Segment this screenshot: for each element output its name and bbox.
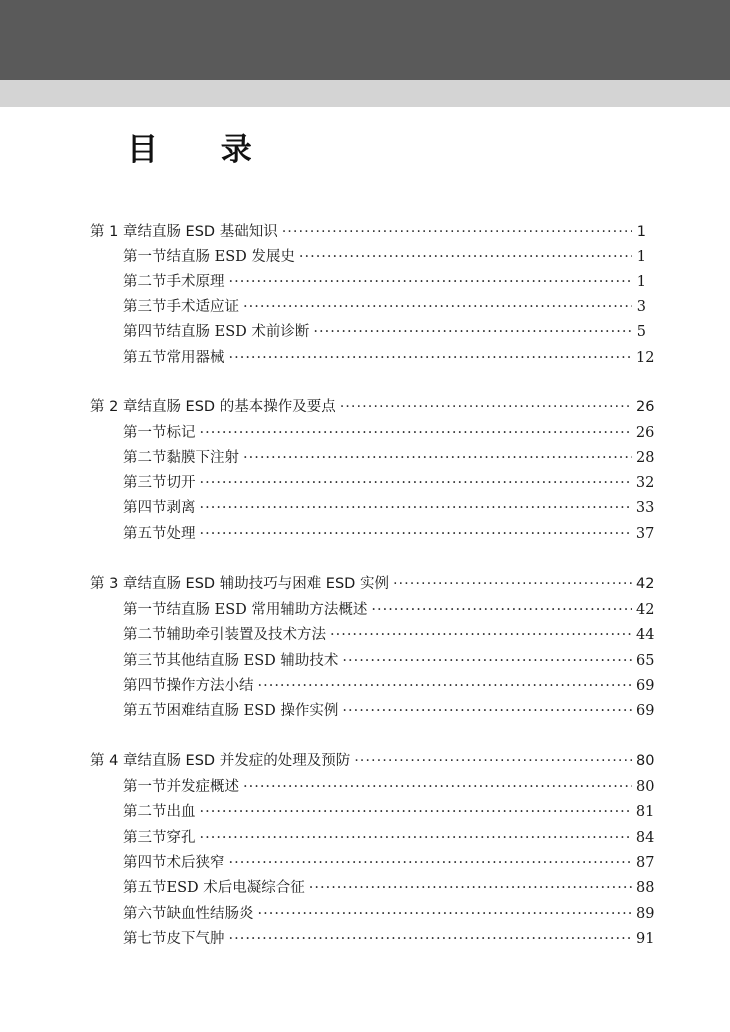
section-number: 第三节 <box>123 475 167 491</box>
section-title: 手术原理 <box>166 274 225 290</box>
header-dark-band <box>0 0 730 80</box>
section-number: 第三节 <box>123 299 167 315</box>
dot-leader <box>200 422 632 444</box>
dot-leader <box>371 599 632 621</box>
page-number: 3 <box>636 299 646 315</box>
chapter-number: 第 1 章 <box>90 224 138 240</box>
toc-section-row[interactable] <box>0 776 730 798</box>
chapter-number: 第 3 章 <box>90 576 138 592</box>
section-number: 第一节 <box>123 602 167 618</box>
toc-section-row[interactable] <box>0 271 730 293</box>
section-number: 第二节 <box>123 804 167 820</box>
chapter-title: 结直肠 ESD 辅助技巧与困难 ESD 实例 <box>137 576 389 592</box>
section-number: 第二节 <box>123 274 167 290</box>
toc-section-row[interactable] <box>0 497 730 519</box>
toc-section-row[interactable] <box>0 347 730 369</box>
page-number: 33 <box>635 500 655 516</box>
section-title: 术后狭窄 <box>166 855 225 871</box>
page-number: 80 <box>636 779 655 795</box>
section-title: 结直肠 ESD 常用辅助方法概述 <box>166 602 368 618</box>
dot-leader <box>200 801 632 823</box>
section-number: 第四节 <box>123 500 167 516</box>
dot-leader <box>342 650 632 672</box>
section-title: 结直肠 ESD 术前诊断 <box>166 324 310 340</box>
dot-leader <box>393 573 632 595</box>
dot-leader <box>309 877 632 899</box>
toc-chapter-row[interactable] <box>0 396 730 418</box>
page-number: 69 <box>636 703 655 719</box>
toc-section-row[interactable] <box>0 700 730 722</box>
section-title: 并发症概述 <box>166 779 239 795</box>
chapter-number: 第 2 章 <box>90 399 138 415</box>
dot-leader <box>200 523 632 545</box>
section-title: ESD 术后电凝综合征 <box>166 880 305 896</box>
dot-leader <box>258 903 633 925</box>
section-number: 第五节 <box>123 526 167 542</box>
toc-chapter-row[interactable] <box>0 573 730 595</box>
toc-section-row[interactable] <box>0 801 730 823</box>
dot-leader <box>282 221 632 243</box>
section-number: 第六节 <box>123 906 167 922</box>
section-number: 第五节 <box>123 350 167 366</box>
page-title: 目 录 <box>127 132 278 168</box>
page-number: 84 <box>635 830 655 846</box>
section-number: 第四节 <box>123 678 167 694</box>
section-number: 第五节 <box>123 703 167 719</box>
section-title: 常用器械 <box>166 350 225 366</box>
dot-leader <box>330 624 632 646</box>
chapter-number: 第 4 章 <box>90 753 138 769</box>
dot-leader <box>340 396 632 418</box>
dot-leader <box>342 700 632 722</box>
page-number: 32 <box>635 475 655 491</box>
section-number: 第四节 <box>123 324 167 340</box>
page-number: 88 <box>636 880 655 896</box>
section-title: 皮下气肿 <box>166 931 225 947</box>
dot-leader <box>243 447 632 469</box>
section-number: 第一节 <box>123 249 167 265</box>
section-number: 第七节 <box>123 931 167 947</box>
toc-section-row[interactable] <box>0 523 730 545</box>
page-number: 80 <box>636 753 655 769</box>
dot-leader <box>243 776 632 798</box>
toc-chapter-row[interactable] <box>0 221 730 243</box>
toc-section-row[interactable] <box>0 827 730 849</box>
page-number: 87 <box>636 855 655 871</box>
toc-section-row[interactable] <box>0 599 730 621</box>
dot-leader <box>229 347 633 369</box>
dot-leader <box>299 246 632 268</box>
toc-section-row[interactable] <box>0 852 730 874</box>
header-light-band <box>0 80 730 107</box>
section-number: 第一节 <box>123 425 167 441</box>
page-number: 28 <box>636 450 655 466</box>
section-title: 穿孔 <box>166 830 196 846</box>
dot-leader <box>354 750 632 772</box>
dot-leader <box>229 271 633 293</box>
toc-chapter-row[interactable] <box>0 750 730 772</box>
toc-section-row[interactable] <box>0 296 730 318</box>
page-number: 5 <box>636 324 646 340</box>
page-number: 81 <box>635 804 655 820</box>
chapter-title: 结直肠 ESD 的基本操作及要点 <box>137 399 336 415</box>
dot-leader <box>229 852 633 874</box>
page-number: 26 <box>635 425 655 441</box>
toc-section-row[interactable] <box>0 472 730 494</box>
section-title: 手术适应证 <box>166 299 239 315</box>
toc-section-row[interactable] <box>0 650 730 672</box>
page-number: 12 <box>636 350 655 366</box>
dot-leader <box>229 928 633 950</box>
section-title: 操作方法小结 <box>166 678 254 694</box>
page-number: 69 <box>636 678 655 694</box>
page-number: 1 <box>636 274 646 290</box>
section-title: 切开 <box>166 475 196 491</box>
section-title: 缺血性结肠炎 <box>166 906 254 922</box>
dot-leader <box>200 497 632 519</box>
toc-section-row[interactable] <box>0 928 730 950</box>
page-number: 42 <box>636 576 655 592</box>
page-number: 42 <box>636 602 655 618</box>
section-title: 困难结直肠 ESD 操作实例 <box>166 703 339 719</box>
section-title: 其他结直肠 ESD 辅助技术 <box>166 653 339 669</box>
page-number: 1 <box>636 224 646 240</box>
page-number: 91 <box>636 931 655 947</box>
dot-leader <box>200 472 632 494</box>
section-title: 辅助牵引装置及技术方法 <box>166 627 326 643</box>
section-number: 第一节 <box>123 779 167 795</box>
section-number: 第五节 <box>123 880 167 896</box>
page-number: 26 <box>636 399 655 415</box>
dot-leader <box>313 321 632 343</box>
page-number: 65 <box>636 653 655 669</box>
chapter-title: 结直肠 ESD 并发症的处理及预防 <box>137 753 351 769</box>
chapter-title: 结直肠 ESD 基础知识 <box>137 224 278 240</box>
toc-section-row[interactable] <box>0 624 730 646</box>
section-title: 处理 <box>166 526 196 542</box>
page-number: 1 <box>636 249 646 265</box>
section-title: 黏膜下注射 <box>166 450 239 466</box>
toc-section-row[interactable] <box>0 675 730 697</box>
toc-section-row[interactable] <box>0 321 730 343</box>
toc-section-row[interactable] <box>0 903 730 925</box>
page-number: 89 <box>636 906 655 922</box>
section-title: 标记 <box>166 425 196 441</box>
toc-section-row[interactable] <box>0 447 730 469</box>
page-number: 44 <box>636 627 655 643</box>
section-title: 剥离 <box>166 500 196 516</box>
section-number: 第三节 <box>123 830 167 846</box>
section-title: 出血 <box>166 804 196 820</box>
toc-section-row[interactable] <box>0 422 730 444</box>
page-number: 37 <box>635 526 655 542</box>
section-number: 第二节 <box>123 627 167 643</box>
section-number: 第三节 <box>123 653 167 669</box>
toc-section-row[interactable] <box>0 246 730 268</box>
dot-leader <box>258 675 633 697</box>
section-number: 第四节 <box>123 855 167 871</box>
section-title: 结直肠 ESD 发展史 <box>166 249 295 265</box>
toc-section-row[interactable] <box>0 877 730 899</box>
dot-leader <box>243 296 632 318</box>
section-number: 第二节 <box>123 450 167 466</box>
dot-leader <box>200 827 632 849</box>
